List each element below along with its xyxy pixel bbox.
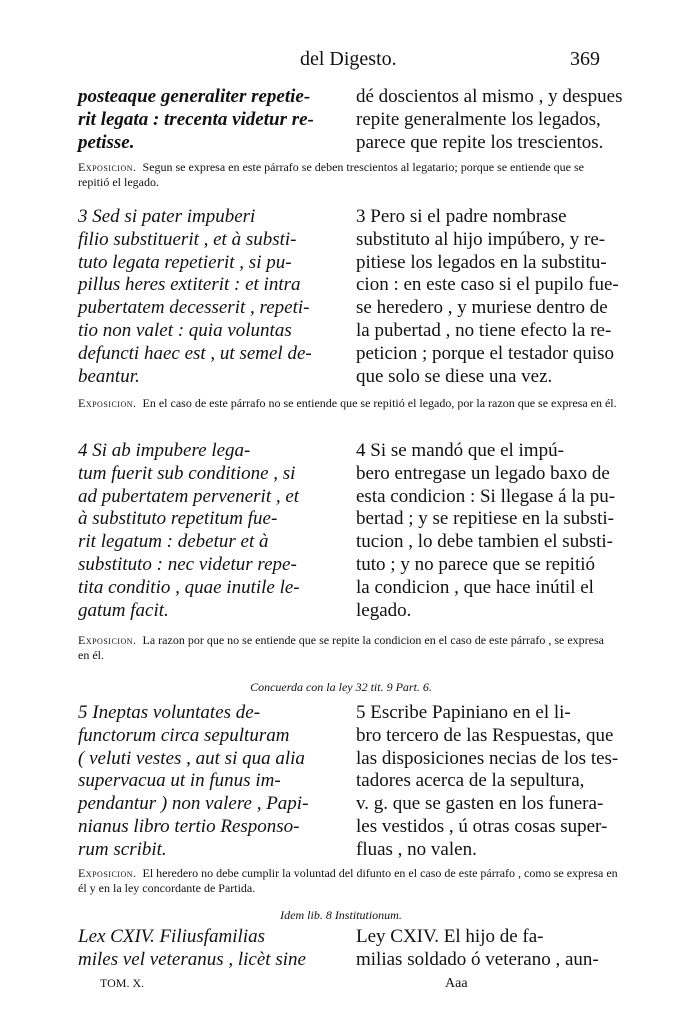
exposicion-label: Exposicion. [78,396,137,410]
latin-line: posteaque generaliter repetie- [78,86,311,107]
spanish-line: tadores acerca de la sepultura, [356,770,585,792]
latin-line: nianus libro tertio Responso- [78,815,300,837]
latin-line: 4 Si ab impubere lega- [78,440,251,461]
latin-column [78,440,340,622]
exposicion-2 [78,396,618,411]
spanish-column [356,702,618,862]
latin-line: 3 Sed si pater impuberi [78,206,256,227]
paragraph-block-3 [78,440,618,622]
spanish-line: que solo se diese una vez. [356,365,553,387]
exposicion-text: El heredero no debe cumplir la voluntad del difunto en el caso de este párrafo , como se expresa en él y en la ley concordante de Partida. [78,866,618,895]
exposicion-text: La razon por que no se entiende que se repite la condicion en el caso de este párrafo , se expresa en él. [78,633,604,662]
latin-line: pendantur ) non valere , Papi- [78,793,309,815]
latin-column [78,926,340,972]
exposicion-text: En el caso de este párrafo no se entiende que se repitió el legado, por la razon que se expresa en él. [142,396,617,410]
latin-line: petisse. [78,131,135,153]
exposicion-text: Segun se expresa en este párrafo se deben trescientos al legatario; porque se entiende que se repitió el legado. [78,160,585,189]
latin-line: à substituto repetitum fue- [78,508,278,530]
spanish-line: tuto ; y no parece que se repitió [356,553,596,575]
latin-line: supervacua ut in funus im- [78,770,281,792]
latin-column [78,206,340,388]
latin-line: ad pubertatem pervenerit , et [78,485,300,507]
spanish-line: 4 Si se mandó que el impú- [356,440,564,461]
spanish-column [356,206,618,388]
latin-line: functorum circa sepulturam [78,724,290,746]
spanish-line: tucion , lo debe tambien el substi- [356,531,613,553]
spanish-column [356,440,618,622]
spanish-line: se heredero , y muriese dentro de [356,297,608,319]
spanish-line: la pubertad , no tiene efecto la re- [356,319,612,341]
latin-line: 5 Ineptas voluntates de- [78,702,261,723]
volume-label: TOM. X. [100,976,145,990]
paragraph-block-5 [78,926,618,972]
latin-line: ( veluti vestes , aut si qua alia [78,747,305,769]
signature-mark: Aaa [445,976,468,991]
spanish-line: substituto al hijo impúbero, y re- [356,228,606,250]
spanish-column [356,86,623,154]
page-number: 369 [570,48,600,70]
spanish-line: 3 Pero si el padre nombrase [356,206,567,227]
exposicion-label: Exposicion. [78,866,137,880]
latin-line: rum scribit. [78,838,167,860]
latin-line: beantur. [78,365,140,387]
spanish-line: dé doscientos al mismo , y despues [356,86,623,107]
exposicion-label: Exposicion. [78,633,137,647]
latin-line: tum fuerit sub conditione , si [78,462,296,484]
latin-line: tio non valet : quia voluntas [78,319,292,341]
paragraph-block-1 [78,86,623,154]
spanish-line: peticion ; porque el testador quiso [356,342,615,364]
latin-line: gatum facit. [78,599,169,621]
exposicion-label: Exposicion. [78,160,137,174]
latin-line: pubertatem decesserit , repeti- [78,297,310,319]
spanish-line: legado. [356,599,412,621]
exposicion-3 [78,633,618,663]
paragraph-block-4 [78,702,618,862]
latin-line: pillus heres extiterit : et intra [78,274,301,296]
spanish-line: bro tercero de las Respuestas, que [356,724,614,746]
exposicion-1 [78,160,618,190]
spanish-line: bertad ; y se repitiese en la substi- [356,508,615,530]
concordance-note: Concuerda con la ley 32 tit. 9 Part. 6. [250,680,432,694]
latin-line: Lex CXIV. Filiusfamilias [78,926,266,947]
spanish-line: v. g. que se gasten en los funera- [356,793,604,815]
latin-line: rit legata : trecenta videtur re- [78,108,314,130]
spanish-line: la condicion , que hace inútil el [356,576,594,598]
latin-line: tuto legata repetierit , si pu- [78,251,292,273]
exposicion-4 [78,866,618,896]
spanish-line: esta condicion : Si llegase á la pu- [356,485,616,507]
spanish-line: repite generalmente los legados, [356,108,601,130]
latin-line: rit legatum : debetur et à [78,531,269,553]
spanish-line: les vestidos , ú otras cosas super- [356,815,608,837]
spanish-line: parece que repite los trescientos. [356,131,604,153]
source-note: Idem lib. 8 Institutionum. [280,908,402,922]
latin-column [78,86,340,154]
spanish-line: fluas , no valen. [356,838,477,860]
latin-line: defuncti haec est , ut semel de- [78,342,312,364]
latin-column [78,702,340,862]
spanish-line: las disposiciones necias de los tes- [356,747,619,769]
spanish-line: milias soldado ó veterano , aun- [356,948,599,970]
latin-line: filio substituerit , et à substi- [78,228,297,250]
latin-line: tita conditio , quae inutile le- [78,576,300,598]
latin-line: substituto : nec videtur repe- [78,553,297,575]
running-title: del Digesto. [300,48,397,70]
latin-line: miles vel veteranus , licèt sine [78,948,306,970]
paragraph-block-2 [78,206,618,388]
spanish-line: 5 Escribe Papiniano en el li- [356,702,571,723]
spanish-line: bero entregase un legado baxo de [356,462,610,484]
spanish-line: Ley CXIV. El hijo de fa- [356,926,544,947]
spanish-column [356,926,618,972]
spanish-line: pitiese los legados en la substitu- [356,251,607,273]
spanish-line: cion : en este caso si el pupilo fue- [356,274,619,296]
